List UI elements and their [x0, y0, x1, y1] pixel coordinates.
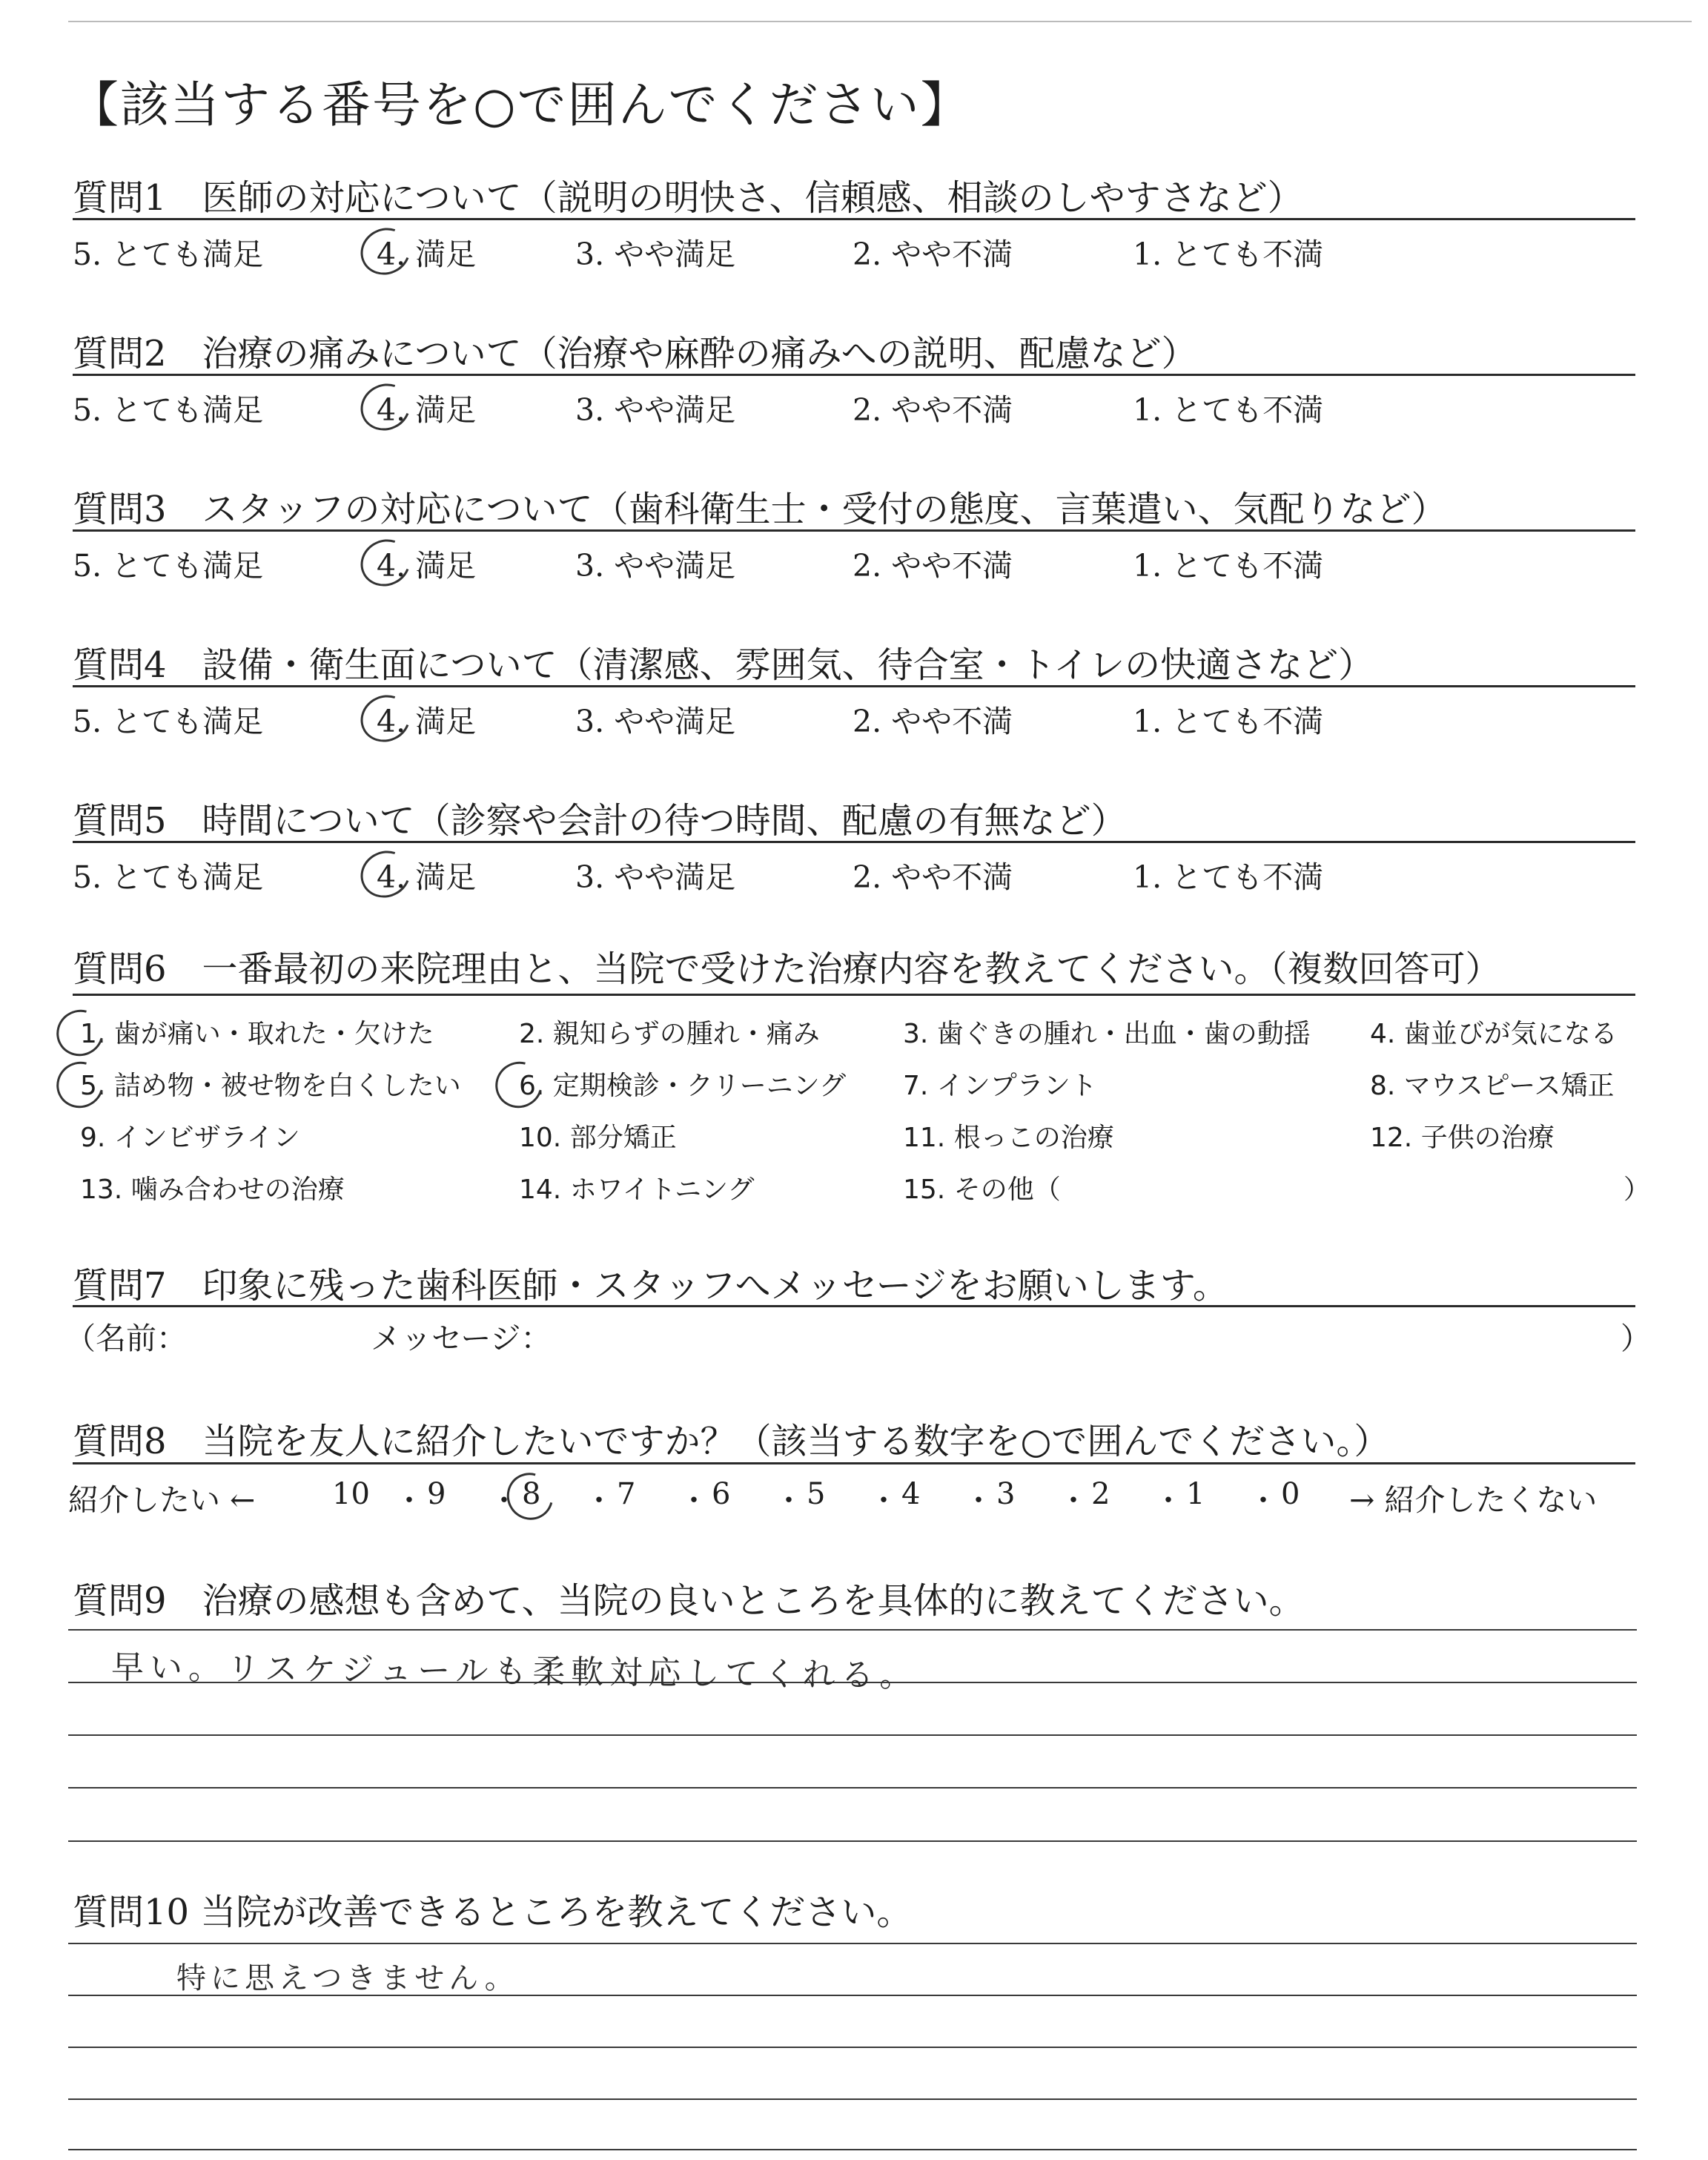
- rating-option: 1. とても不満: [1133, 704, 1324, 739]
- q8-scale-dot: ・: [1153, 1484, 1183, 1518]
- q7-heading: 質問7 印象に残った歯科医師・スタッフへメッセージをお願いします。: [73, 1265, 1228, 1307]
- q8-scale-dot: ・: [869, 1484, 898, 1518]
- rating-option: 3. やや満足: [575, 548, 736, 584]
- q6-option: 5. 詰め物・被せ物を白くしたい: [80, 1071, 461, 1101]
- rating-option: 1. とても不満: [1133, 392, 1324, 428]
- q6-selected-circle: [487, 1053, 551, 1117]
- q8-scale-value: 2: [1091, 1477, 1110, 1511]
- q7-message-label: メッセージ：: [371, 1321, 552, 1356]
- q9-line: [68, 1734, 1637, 1736]
- q6-selected-circle: [48, 1053, 112, 1117]
- rating-option: 4. 満足: [377, 548, 477, 584]
- q6-option: 10. 部分矯正: [519, 1123, 677, 1153]
- q10-line: [68, 1943, 1637, 1944]
- rating-option: 1. とても不満: [1133, 237, 1324, 272]
- rating-option: 2. やや不満: [853, 392, 1013, 428]
- q10-line: [68, 2047, 1637, 2048]
- page-title: 【該当する番号を○で囲んでください】: [70, 76, 971, 133]
- q8-scale-dot: ・: [1248, 1484, 1278, 1518]
- q10-handwritten-answer: 特に思えつきません。: [176, 1961, 519, 1995]
- question-rule: [73, 374, 1635, 376]
- rating-option: 5. とても満足: [73, 548, 264, 584]
- q6-option: 9. インビザライン: [80, 1123, 300, 1153]
- q6-rule: [73, 994, 1635, 996]
- q10-heading: 質問10 当院が改善できるところを教えてください。: [73, 1892, 913, 1933]
- rating-option: 2. やや不満: [853, 237, 1013, 272]
- q8-heading: 質問8 当院を友人に紹介したいですか？（該当する数字を○で囲んでください。）: [73, 1421, 1390, 1462]
- q8-scale-dot: ・: [489, 1484, 519, 1518]
- question-heading: 質問3 スタッフの対応について（歯科衛生士・受付の態度、言葉遣い、気配りなど）: [73, 489, 1447, 530]
- q8-scale-dot: ・: [1059, 1484, 1088, 1518]
- q6-option: 13. 噛み合わせの治療: [80, 1175, 345, 1205]
- q10-line: [68, 2149, 1637, 2150]
- rating-option: 4. 満足: [377, 392, 477, 428]
- rating-option: 4. 満足: [377, 859, 477, 895]
- q7-name-label: （名前：: [65, 1321, 187, 1356]
- q8-scale-value: 1: [1186, 1477, 1205, 1511]
- rating-option: 2. やや不満: [853, 548, 1013, 584]
- q9-line: [68, 1787, 1637, 1789]
- q9-line: [68, 1629, 1637, 1631]
- q6-option: 11. 根っこの治療: [903, 1123, 1114, 1153]
- q6-option: 1. 歯が痛い・取れた・欠けた: [80, 1019, 434, 1049]
- rating-option: 4. 満足: [377, 704, 477, 739]
- question-rule: [73, 685, 1635, 687]
- q8-scale-value: 6: [712, 1477, 731, 1511]
- q6-option: 2. 親知らずの腫れ・痛み: [519, 1019, 820, 1049]
- question-heading: 質問1 医師の対応について（説明の明快さ、信頼感、相談のしやすさなど）: [73, 177, 1303, 219]
- q8-scale-dot: ・: [584, 1484, 614, 1518]
- rating-option: 3. やや満足: [575, 859, 736, 895]
- question-rule: [73, 218, 1635, 220]
- q8-scale-value: 10: [332, 1477, 370, 1511]
- q6-option: 4. 歯並びが気になる: [1370, 1019, 1618, 1049]
- rating-option: 5. とても満足: [73, 704, 264, 739]
- q8-scale-value: 8: [522, 1477, 541, 1511]
- q8-scale-dot: ・: [774, 1484, 804, 1518]
- q6-option: 7. インプラント: [903, 1071, 1097, 1101]
- q10-line: [68, 2098, 1637, 2100]
- q6-selected-circle: [48, 1001, 112, 1065]
- q8-scale-dot: ・: [964, 1484, 993, 1518]
- rating-option: 3. やや満足: [575, 704, 736, 739]
- question-rule: [73, 529, 1635, 532]
- q7-rule: [73, 1305, 1635, 1307]
- rating-option: 1. とても不満: [1133, 859, 1324, 895]
- q8-scale-value: 0: [1281, 1477, 1300, 1511]
- question-heading: 質問5 時間について（診察や会計の待つ時間、配慮の有無など）: [73, 800, 1127, 842]
- q8-scale-dot: ・: [679, 1484, 709, 1518]
- q6-heading: 質問6 一番最初の来院理由と、当院で受けた治療内容を教えてください。（複数回答可）: [73, 948, 1501, 990]
- q8-rule: [73, 1462, 1635, 1464]
- q9-handwritten-answer: 早い。リスケジュールも柔軟対応してくれる。: [110, 1648, 918, 1695]
- q6-option: 14. ホワイトニング: [519, 1175, 755, 1205]
- rating-option: 5. とても満足: [73, 859, 264, 895]
- q8-scale-value: 5: [807, 1477, 826, 1511]
- question-heading: 質問4 設備・衛生面について（清潔感、雰囲気、待合室・トイレの快適さなど）: [73, 644, 1374, 686]
- q8-right-label: → 紹介したくない: [1349, 1482, 1598, 1518]
- q9-line: [68, 1840, 1637, 1842]
- rating-option: 2. やや不満: [853, 704, 1013, 739]
- rating-option: 5. とても満足: [73, 237, 264, 272]
- q6-option: 3. 歯ぐきの腫れ・出血・歯の動揺: [903, 1019, 1311, 1049]
- scan-top-edge: [68, 21, 1692, 22]
- q6-option: 15. その他（: [903, 1175, 1061, 1205]
- rating-option: 1. とても不満: [1133, 548, 1324, 584]
- q8-scale-value: 7: [617, 1477, 636, 1511]
- q6-option: 12. 子供の治療: [1370, 1123, 1555, 1153]
- q8-left-label: 紹介したい ←: [68, 1482, 256, 1518]
- rating-option: 4. 満足: [377, 237, 477, 272]
- question-heading: 質問2 治療の痛みについて（治療や麻酔の痛みへの説明、配慮など）: [73, 333, 1197, 374]
- rating-option: 3. やや満足: [575, 392, 736, 428]
- q8-scale-value: 4: [901, 1477, 921, 1511]
- q6-option: ）: [1623, 1175, 1651, 1205]
- q9-heading: 質問9 治療の感想も含めて、当院の良いところを具体的に教えてください。: [73, 1580, 1305, 1622]
- q8-scale-value: 3: [996, 1477, 1016, 1511]
- question-rule: [73, 841, 1635, 843]
- q6-option: 8. マウスピース矯正: [1370, 1071, 1615, 1101]
- rating-option: 5. とても満足: [73, 392, 264, 428]
- q7-close-paren: ）: [1621, 1321, 1651, 1356]
- q8-scale-value: 9: [427, 1477, 446, 1511]
- q8-scale-dot: ・: [394, 1484, 424, 1518]
- rating-option: 3. やや満足: [575, 237, 736, 272]
- rating-option: 2. やや不満: [853, 859, 1013, 895]
- q6-option: 6. 定期検診・クリーニング: [519, 1071, 847, 1101]
